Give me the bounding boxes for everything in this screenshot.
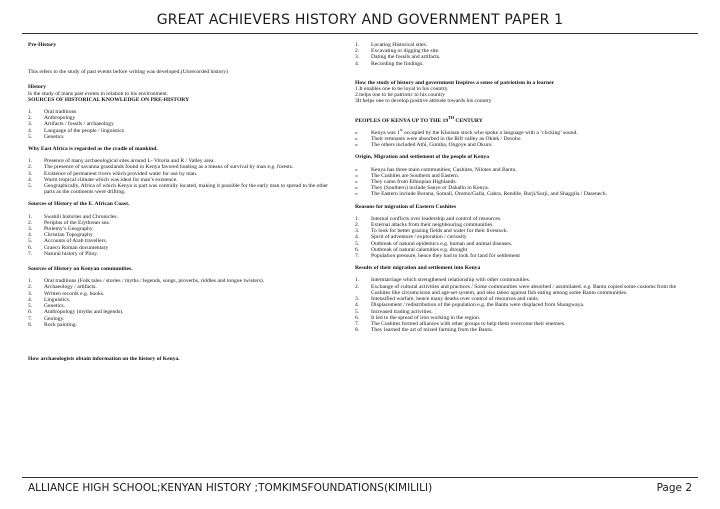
list-item: 3. Intensified warfare, hence many deaths over control of resources and raids. (355, 296, 540, 303)
list-item: 1. Oral traditions (28, 109, 77, 116)
list-item: 7. Natural history of Pliny. (28, 250, 99, 257)
list-item: 3. Ptolemy’s Geography (28, 226, 93, 233)
list-item: 5. Accounts of Arab travellers. (28, 238, 108, 245)
reasons-heading: Reasons for migration of Eastern Cushites (355, 203, 457, 210)
peoples-heading: PEOPLES OF KENYA UP TO THE 19TH CENTURY (355, 114, 483, 124)
reasons-list (355, 216, 690, 259)
sources-list (28, 109, 340, 140)
list-item: 4. Displacement / redistribution of the population e.g. the Bantu were displaced from Shungwaya. (355, 302, 585, 309)
list-item: 4. Recording the findings. (355, 60, 424, 67)
right-column (355, 42, 690, 333)
prehistory-text: This refers to the study of past events before writing was developed.(Unrecorded history) (28, 69, 228, 76)
list-item: 8. Rock painting. (28, 321, 77, 328)
list-item: 4. Christian Topography (28, 232, 93, 239)
list-item: » Kenya has three main communities; Cushites, Nilotes and Bantu. (355, 166, 517, 173)
list-item: 3. Dating the fossils and artifacts. (355, 54, 441, 61)
list-item: 4. Linguistics. (28, 296, 71, 303)
page-number: Page 2 (656, 482, 692, 494)
origin-list (355, 167, 690, 198)
list-item: 3. To look for better grazing fields and water for their livestock. (355, 228, 509, 235)
list-item: 3. Artifacts / fossils / archaeology (28, 121, 114, 128)
list-item: 5. Genetics. (28, 303, 65, 310)
results-heading: Results of their migration and settlement into Kenya (355, 265, 481, 272)
list-item: 1. Presence of many archaeological sites around L- Vitoria and R / Valley area. (28, 158, 215, 165)
header-divider (22, 33, 698, 34)
list-item: 1. Oral traditions (Folk tales / stories / myths / legends, songs, proverbs, riddles and tongue twisters). (28, 278, 265, 285)
list-item: 1. Swahili histories and Chronicles. (28, 213, 118, 220)
list-item: 8. They learned the art of mixed farming from the Bantu. (355, 327, 494, 334)
list-item: » They (Southern) include Sanye or Dahallo in Kenya. (355, 185, 490, 192)
list-item: 5. Outbreak of natural epidemics e.g. human and animal diseases. (355, 240, 513, 247)
list-item: 2. The presence of savanna grasslands found in Kenya favored hunting as a means of survival by man e.g. forests. (28, 164, 294, 171)
coast-sources-list (28, 214, 340, 257)
prehistory-heading: Pre-History (28, 42, 57, 48)
list-item: 4. Spirit of adventure / exploration / curiosity (355, 234, 467, 241)
list-item: 7. Population pressure, hence they had to look for land for settlement (355, 253, 520, 260)
left-column (28, 42, 340, 362)
list-item: » The Cushites are Southern and Eastern. (355, 172, 460, 179)
list-item: 1. Internal conflicts over leadership and control of resources. (355, 215, 502, 222)
list-item: 2. Periplus of the Erythrean sea. (28, 219, 111, 226)
patriotism-line: 1.It enables one to be loyal to his country. (355, 86, 449, 93)
list-item: 6. Outbreak of natural calamities e.g. drought (355, 246, 468, 253)
list-item: 7. Geology. (28, 315, 65, 322)
list-item: 7. The Cushites formed alliances with other groups to help them overcome their enemies. (355, 320, 566, 327)
results-list (355, 277, 690, 333)
footer-divider (22, 477, 698, 478)
list-item: 3. Written records e.g. books. (28, 290, 105, 297)
list-item: 2. Exchange of cultural activities and practices / Some communities were absorbed / assimilated. e.g. Bantu copied some customs from the Cushites like circumcision and age-set system, and also taboo against fish eating among some Bantu communities. (355, 283, 677, 296)
list-item: 2. Anthropology (28, 115, 76, 122)
list-item: 4. Warm tropical climate which was ideal for man’s existence. (28, 176, 178, 183)
list-item: 6. Anthropology (myths and legends). (28, 309, 124, 316)
list-item: 2. External attacks from their neighbouring communities. (355, 222, 494, 229)
kenyan-sources-heading: Sources of History on Kenyan communities. (28, 266, 133, 273)
list-item: 5. Geographically, Africa of which Kenya is part was centrally located, making it possible for the early man to spread to the other parts as the continents were drifting. (28, 183, 329, 196)
peoples-list-rest (355, 136, 690, 148)
list-item: 1. Intermarriage which strengthened relationship with other communities. (355, 277, 531, 284)
footer-school: ALLIANCE HIGH SCHOOL;KENYAN HISTORY ;TOMKIMSFOUNDATIONS(KIMILILI) (28, 482, 433, 494)
page-title: GREAT ACHIEVERS HISTORY AND GOVERNMENT PAPER 1 (156, 12, 564, 28)
origin-heading: Origin, Migration and settlement of the people of Kenya (355, 154, 490, 161)
history-heading: History (28, 84, 47, 91)
sources-prehistory-heading: SOURCES OF HISTORICAL KNOWLEDGE ON PRE-HISTORY (28, 96, 190, 103)
list-item: 5. Increased trading activities. (355, 308, 433, 315)
list-item: 2. Archaeology / artifacts. (28, 284, 97, 291)
patriotism-heading: How the study of history and government Inspires a sense of patriotism in a learner (355, 79, 555, 86)
list-item: » They came from Ethiopian Highlands. (355, 179, 457, 186)
cradle-heading: Why East Africa is regarded as the cradle of mankind. (28, 146, 158, 153)
list-item: 3. Existence of permanent rivers which provided water for use by man. (28, 170, 198, 177)
list-item: » The others included Athi, Gumba, Ongoye and Okuro. (355, 142, 493, 149)
cradle-list (28, 158, 340, 195)
list-item: 1. Locating Historical sites. (355, 42, 428, 48)
list-item: 5. Genetics (28, 133, 64, 140)
patriotism-line: 2.helps one to be patriotic to his country (355, 92, 446, 99)
kenyan-sources-list (28, 278, 340, 328)
list-item: 6. Graeco Roman documentary (28, 244, 109, 251)
list-item: » The Eastern include Borana, Somali, Oromo/Galla, Gabra, Rendile, Burji/Surji, and Shaggila / Dasenech. (355, 191, 607, 198)
patriotism-lines (355, 86, 690, 105)
archaeologists-heading: How archaeologists obtain information on the history of Kenya. (28, 355, 180, 362)
coast-sources-heading: Sources of History of the E. African Coast. (28, 201, 130, 208)
findings-list (355, 42, 690, 67)
list-item: » Kenya was 1st occupied by the Khoisan stock who spoke a language with a ‘clicking’ sound. (355, 126, 578, 136)
list-item: 2. Excavating or digging the site. (355, 48, 440, 55)
patriotism-line: 3It helps one to develop positive attitude towards his country (355, 98, 492, 105)
history-text: Is the study of mans past events in relation to his environment. (28, 90, 169, 97)
list-item: 4. Language of the people / linguistics (28, 127, 125, 134)
list-item: » Their remnants were absorbed in the Rift valley as Okiek / Dorobo (355, 136, 521, 143)
list-item: 6. It led to the spread of iron working in the region. (355, 314, 481, 321)
